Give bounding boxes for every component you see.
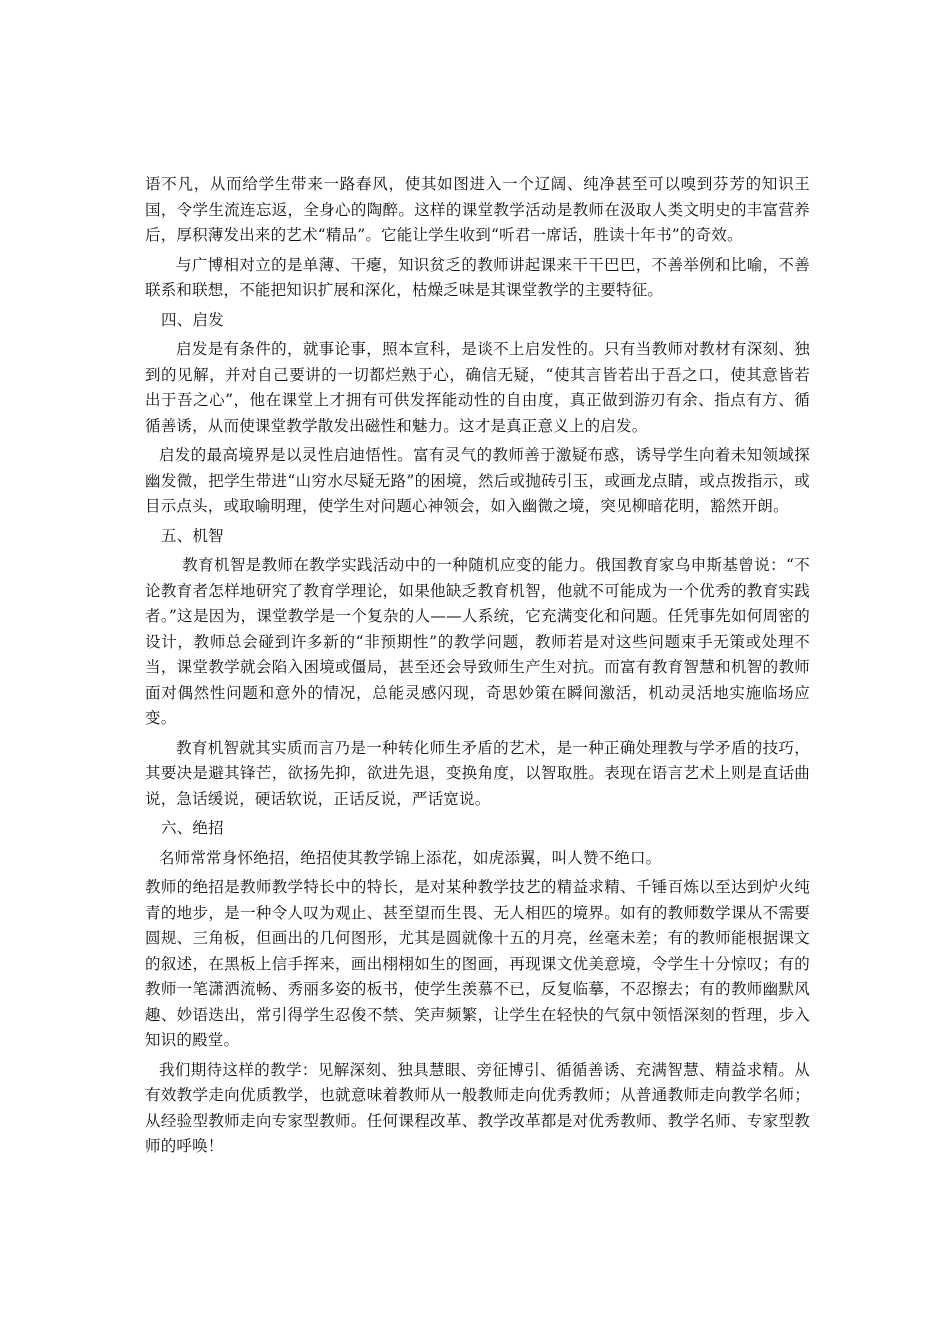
paragraph-inspiration-highest-level: 启发的最高境界是以灵性启迪悟性。富有灵气的教师善于激疑布惑，诱导学生向着未知领域探幽发微，把学生带进“山穷水尽疑无路”的困境，然后或抛砖引玉，或画龙点睛，或点拨指示，或目示点头，或取喻明理，使学生对问题心神领会，如入幽微之境，突见柳暗花明，豁然开朗。 (145, 446, 810, 515)
section-heading-unique-skill: 六、绝招 (161, 819, 224, 837)
paragraph-wit-essence: 教育机智就其实质而言乃是一种转化师生矛盾的艺术，是一种正确处理教与学矛盾的技巧，其要决是避其锋芒，欲扬先抑，欲进先退，变换角度，以智取胜。表现在语言艺术上则是直话曲说，急话缓说，硬话软说，正话反说，严话宽说。 (145, 738, 810, 808)
section-heading-inspiration: 四、启发 (161, 310, 224, 329)
paragraph-conclusion: 我们期待这样的教学：见解深刻、独具慧眼、旁征博引、循循善诱、充满智慧、精益求精。从有效教学走向优质教学，也就意味着教师从一般教师走向优秀教师；从普通教师走向教学名师；从经验型教师走向专家型教师。任何课程改革、教学改革都是对优秀教师、教学名师、专家型教师的呼唤！ (145, 1060, 810, 1155)
paragraph-erudition-contrast: 与广博相对立的是单薄、干瘪，知识贫乏的教师讲起课来干干巴巴，不善举例和比喻，不善联系和联想，不能把知识扩展和深化，枯燥乏味是其课堂教学的主要特征。 (145, 255, 810, 299)
paragraph-erudition-conclusion: 语不凡，从而给学生带来一路春风，使其如图进入一个辽阔、纯净甚至可以嗅到芬芳的知识王国，令学生流连忘返，全身心的陶醉。这样的课堂教学活动是教师在汲取人类文明史的丰富营养后，厚积薄发出来的艺术“精品”。它能让学生收到“听君一席话，胜读十年书”的奇效。 (145, 175, 810, 244)
paragraph-unique-skill-examples: 教师的绝招是教师教学特长中的特长，是对某种教学技艺的精益求精、千锤百炼以至达到炉火纯青的地步，是一种令人叹为观止、甚至望而生畏、无人相匹的境界。如有的教师数学课从不需要圆规、三角板，但画出的几何图形，尤其是圆就像十五的月亮，丝毫未差；有的教师能根据课文的叙述，在黑板上信手挥来，画出栩栩如生的图画，再现课文优美意境，令学生十分惊叹；有的教师一笔潇洒流畅、秀丽多姿的板书，使学生羡慕不已，反复临摹，不忍擦去；有的教师幽默风趣、妙语迭出，常引得学生忍俊不禁、笑声频繁，让学生在轻快的气氛中领悟深刻的哲理，步入知识的殿堂。 (145, 878, 810, 1049)
paragraph-wit-definition: 教育机智是教师在教学实践活动中的一种随机应变的能力。俄国教育家乌申斯基曾说：“不论教育者怎样地研究了教育学理论，如果他缺乏教育机智，他就不可能成为一个优秀的教育实践者。”这是因为，课堂教学是一个复杂的人——人系统，它充满变化和问题。任凭事先如何周密的设计，教师总会碰到许多新的“非预期性”的教学问题，教师若是对这些问题束手无策或处理不当，课堂教学就会陷入困境或僵局，甚至还会导致师生产生对抗。而富有教育智慧和机智的教师面对偶然性问题和意外的情况，总能灵感闪现，奇思妙策在瞬间激活，机动灵活地实施临场应变。 (145, 556, 810, 727)
paragraph-inspiration-conditions: 启发是有条件的，就事论事，照本宣科，是谈不上启发性的。只有当教师对教材有深刻、独到的见解，并对自己要讲的一切都烂熟于心，确信无疑，“使其言皆若出于吾之口，使其意皆若出于吾之心”，他在课堂上才拥有可供发挥能动性的自由度，真正做到游刃有余、指点有方、循循善诱，从而使课堂教学散发出磁性和魅力。这才是真正意义上的启发。 (145, 340, 810, 435)
paragraph-unique-skill-intro: 名师常常身怀绝招，绝招使其教学锦上添花，如虎添翼，叫人赞不绝口。 (158, 848, 662, 867)
document-page (145, 172, 810, 1164)
section-heading-wit: 五、机智 (161, 526, 224, 545)
